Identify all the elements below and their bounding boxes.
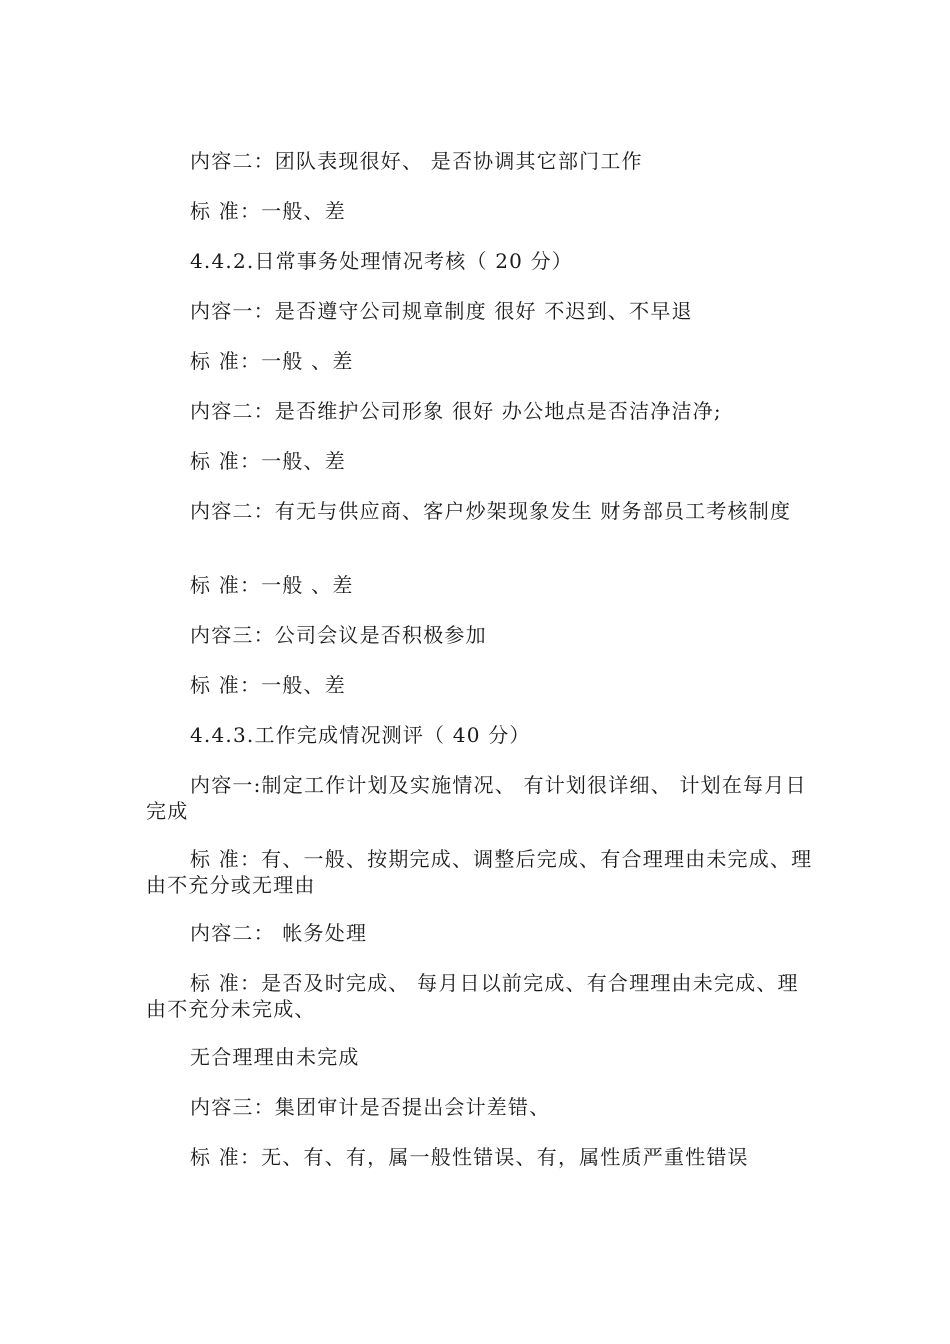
paragraph-standard: 标 准：有、一般、按期完成、调整后完成、有合理理由未完成、理由不充分或无理由 xyxy=(146,847,813,897)
paragraph-standard: 标 准：一般、差 xyxy=(190,449,346,473)
paragraph-standard: 标 准：无、有、有，属一般性错误、有，属性质严重性错误 xyxy=(190,1145,749,1169)
paragraph-content-2-image: 内容二：是否维护公司形象 很好 办公地点是否洁净洁净; xyxy=(190,399,722,423)
paragraph-content-3-meetings: 内容三：公司会议是否积极参加 xyxy=(190,623,487,647)
paragraph-content-2-teamwork: 内容二：团队表现很好、 是否协调其它部门工作 xyxy=(190,149,643,173)
paragraph-content-3-audit: 内容三：集团审计是否提出会计差错、 xyxy=(190,1095,551,1119)
section-heading-4-4-2: 4.4.2.日常事务处理情况考核（ 20 分） xyxy=(190,249,574,273)
paragraph-content-2-suppliers: 内容二：有无与供应商、客户炒架现象发生 财务部员工考核制度 xyxy=(190,499,792,523)
paragraph-standard: 标 准：一般 、差 xyxy=(190,573,354,597)
paragraph-standard: 标 准：是否及时完成、 每月日以前完成、有合理理由未完成、理由不充分未完成、 xyxy=(146,971,799,1021)
paragraph-standard: 标 准：一般、差 xyxy=(190,199,346,223)
paragraph-content-2-accounts: 内容二： 帐务处理 xyxy=(190,921,368,945)
paragraph-no-reason: 无合理理由未完成 xyxy=(190,1045,360,1069)
paragraph-content-1-rules: 内容一：是否遵守公司规章制度 很好 不迟到、不早退 xyxy=(190,299,693,323)
section-heading-4-4-3: 4.4.3.工作完成情况测评（ 40 分） xyxy=(190,723,531,747)
paragraph-standard: 标 准：一般 、差 xyxy=(190,349,354,373)
paragraph-content-1-work-plan: 内容一:制定工作计划及实施情况、 有计划很详细、 计划在每月日完成 xyxy=(146,773,807,823)
paragraph-standard: 标 准：一般、差 xyxy=(190,673,346,697)
